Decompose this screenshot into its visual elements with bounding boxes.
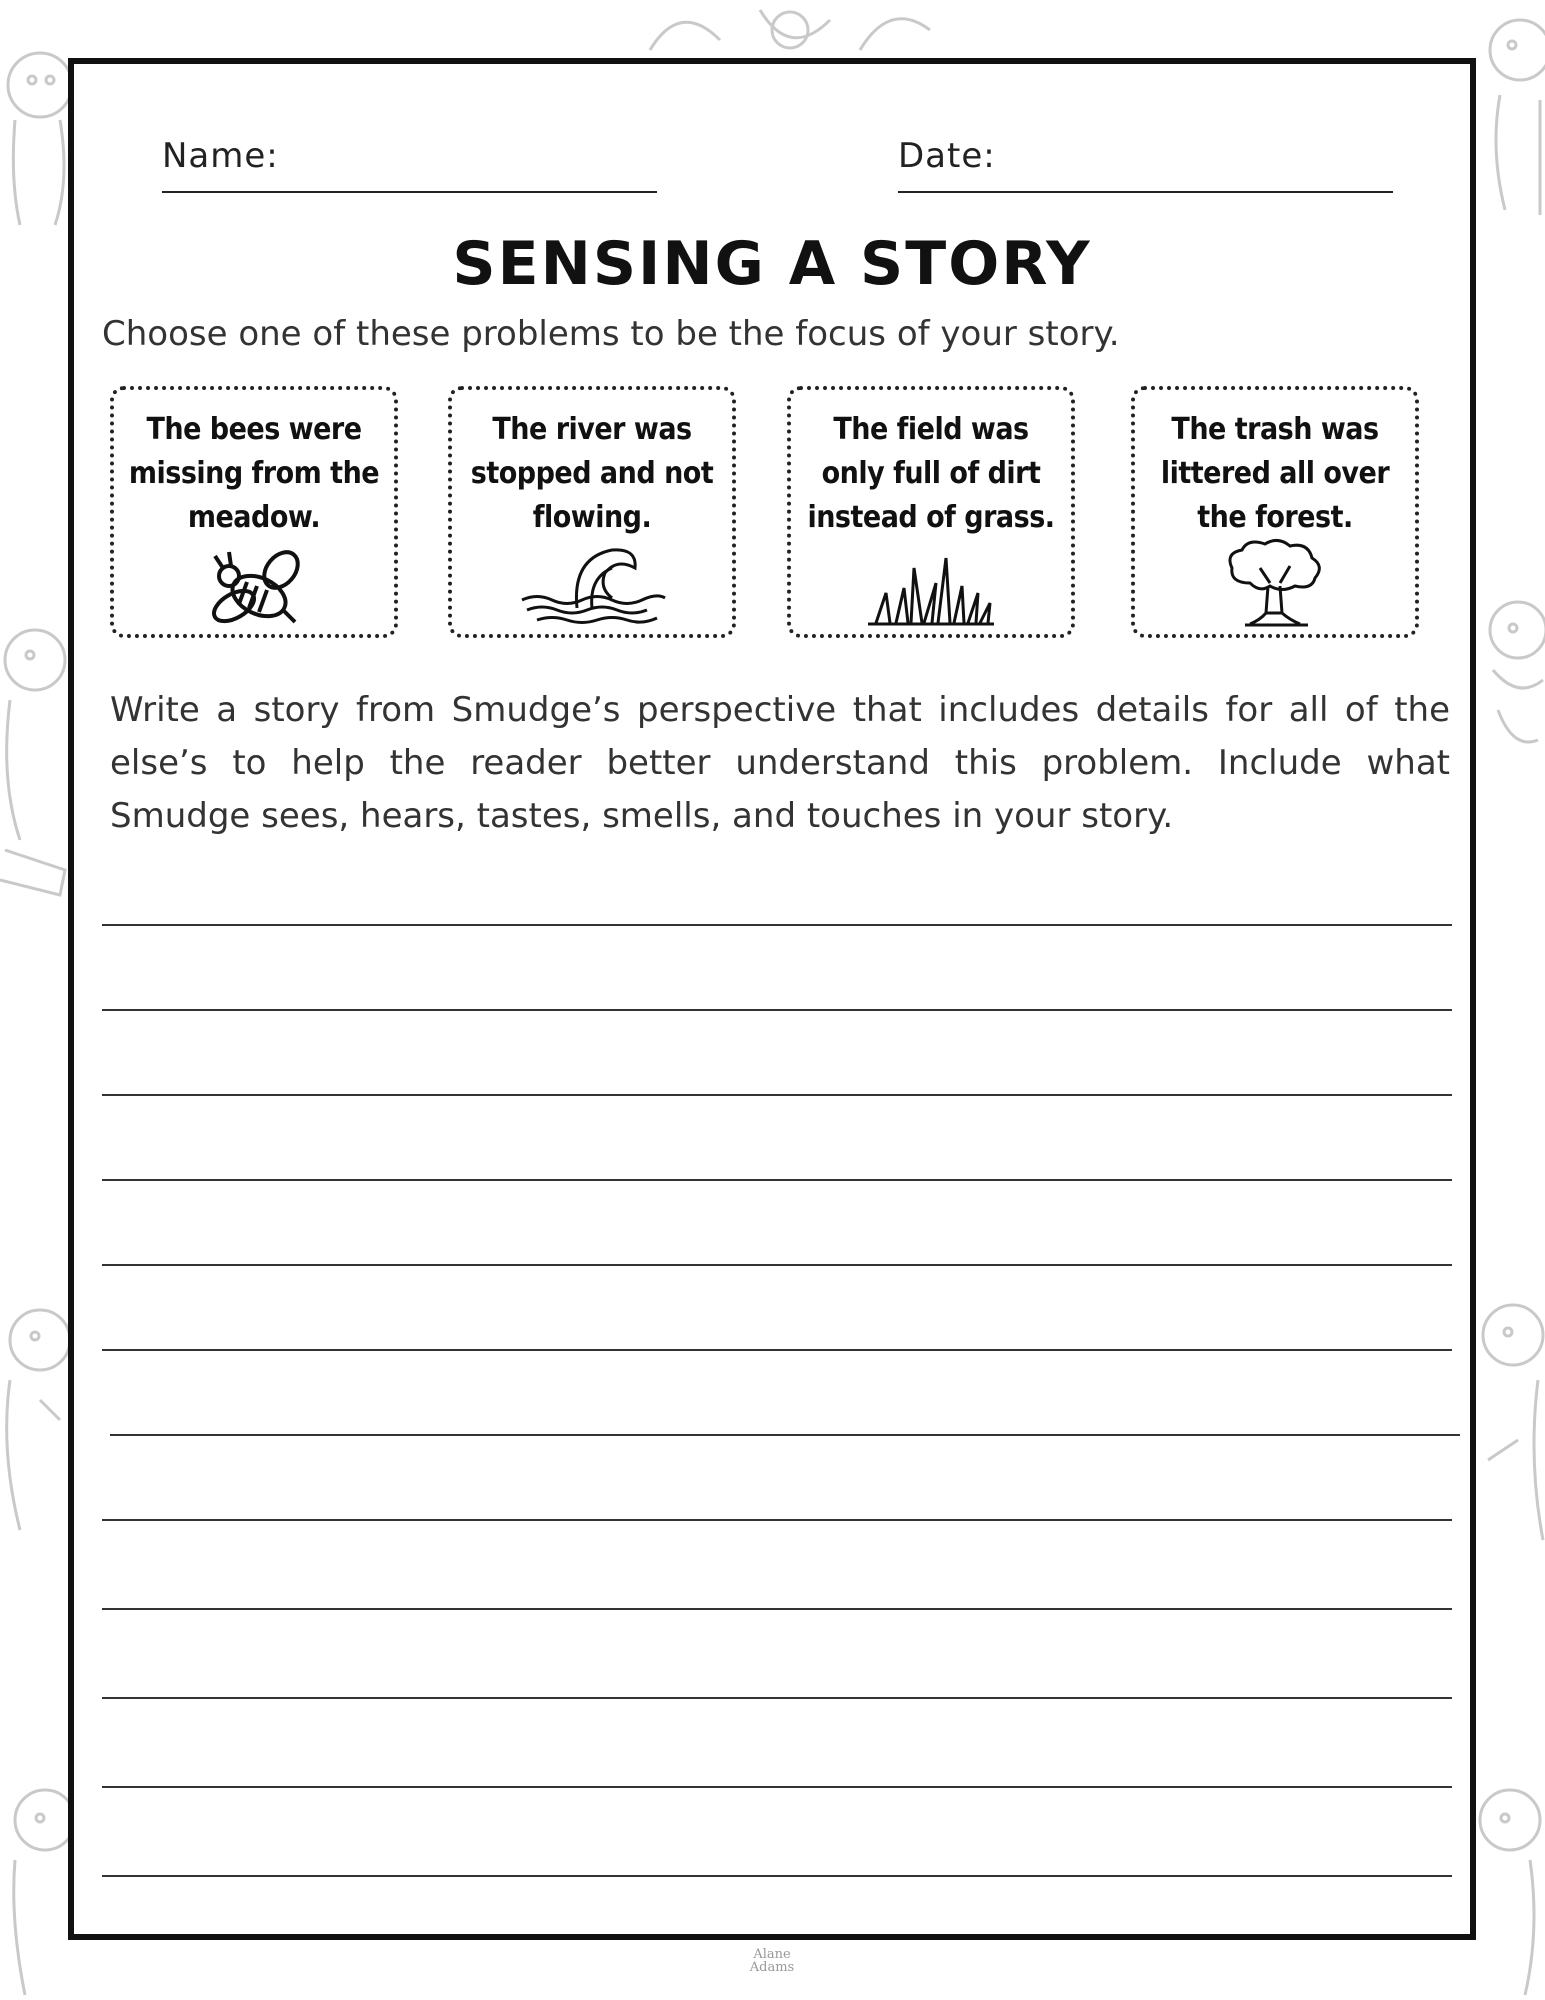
writing-line[interactable] [102,1009,1452,1011]
name-label: Name: [162,136,279,176]
writing-line[interactable] [110,1434,1460,1436]
problem-card-river[interactable] [448,386,736,638]
problem-card-text: The trash was littered all over the forest. [1160,412,1390,535]
background-doodle-left-bottom [0,1270,70,1570]
background-doodle-right-top [1470,0,1545,220]
background-doodle-right-bottom [1478,1260,1545,1560]
writing-line[interactable] [102,1264,1452,1266]
tree-icon [1220,538,1330,628]
wave-icon [517,538,667,628]
writing-line[interactable] [102,1875,1452,1877]
writing-line[interactable] [102,1094,1452,1096]
problem-card-field[interactable] [787,386,1075,638]
writing-line[interactable] [102,1608,1452,1610]
name-line[interactable] [162,191,657,193]
writing-line[interactable] [102,1786,1452,1788]
writing-line[interactable] [102,924,1452,926]
page-title: SENSING A STORY [452,229,1092,299]
background-doodle-right-mid [1478,580,1545,760]
problem-card-text: The bees were missing from the meadow. [128,412,380,535]
writing-line[interactable] [102,1179,1452,1181]
problem-card-text: The river was stopped and not flowing. [470,412,714,535]
writing-line[interactable] [102,1697,1452,1699]
date-label: Date: [898,136,996,176]
grass-icon [866,548,996,628]
background-doodle-bottom-right [1470,1760,1545,2000]
worksheet-frame [68,58,1476,1940]
problem-card-bees[interactable] [110,386,398,638]
date-line[interactable] [898,191,1393,193]
writing-line[interactable] [102,1349,1452,1351]
writing-line[interactable] [102,1519,1452,1521]
instruction-text: Choose one of these problems to be the focus of your story. [102,314,1120,354]
story-prompt: Write a story from Smudge’s perspective that includes details for all of the else’s to help the reader better understand this problem. Include what Smudge sees, hears, tastes, smells, and touches in your story. [110,690,1450,836]
background-doodle-top-center [640,0,940,60]
problem-card-forest[interactable] [1131,386,1419,638]
problem-card-text: The field was only full of dirt instead of grass. [807,412,1055,535]
bee-icon [199,548,309,628]
publisher-logo: Alane Adams [749,1947,795,1975]
background-doodle-left-mid [0,580,70,900]
